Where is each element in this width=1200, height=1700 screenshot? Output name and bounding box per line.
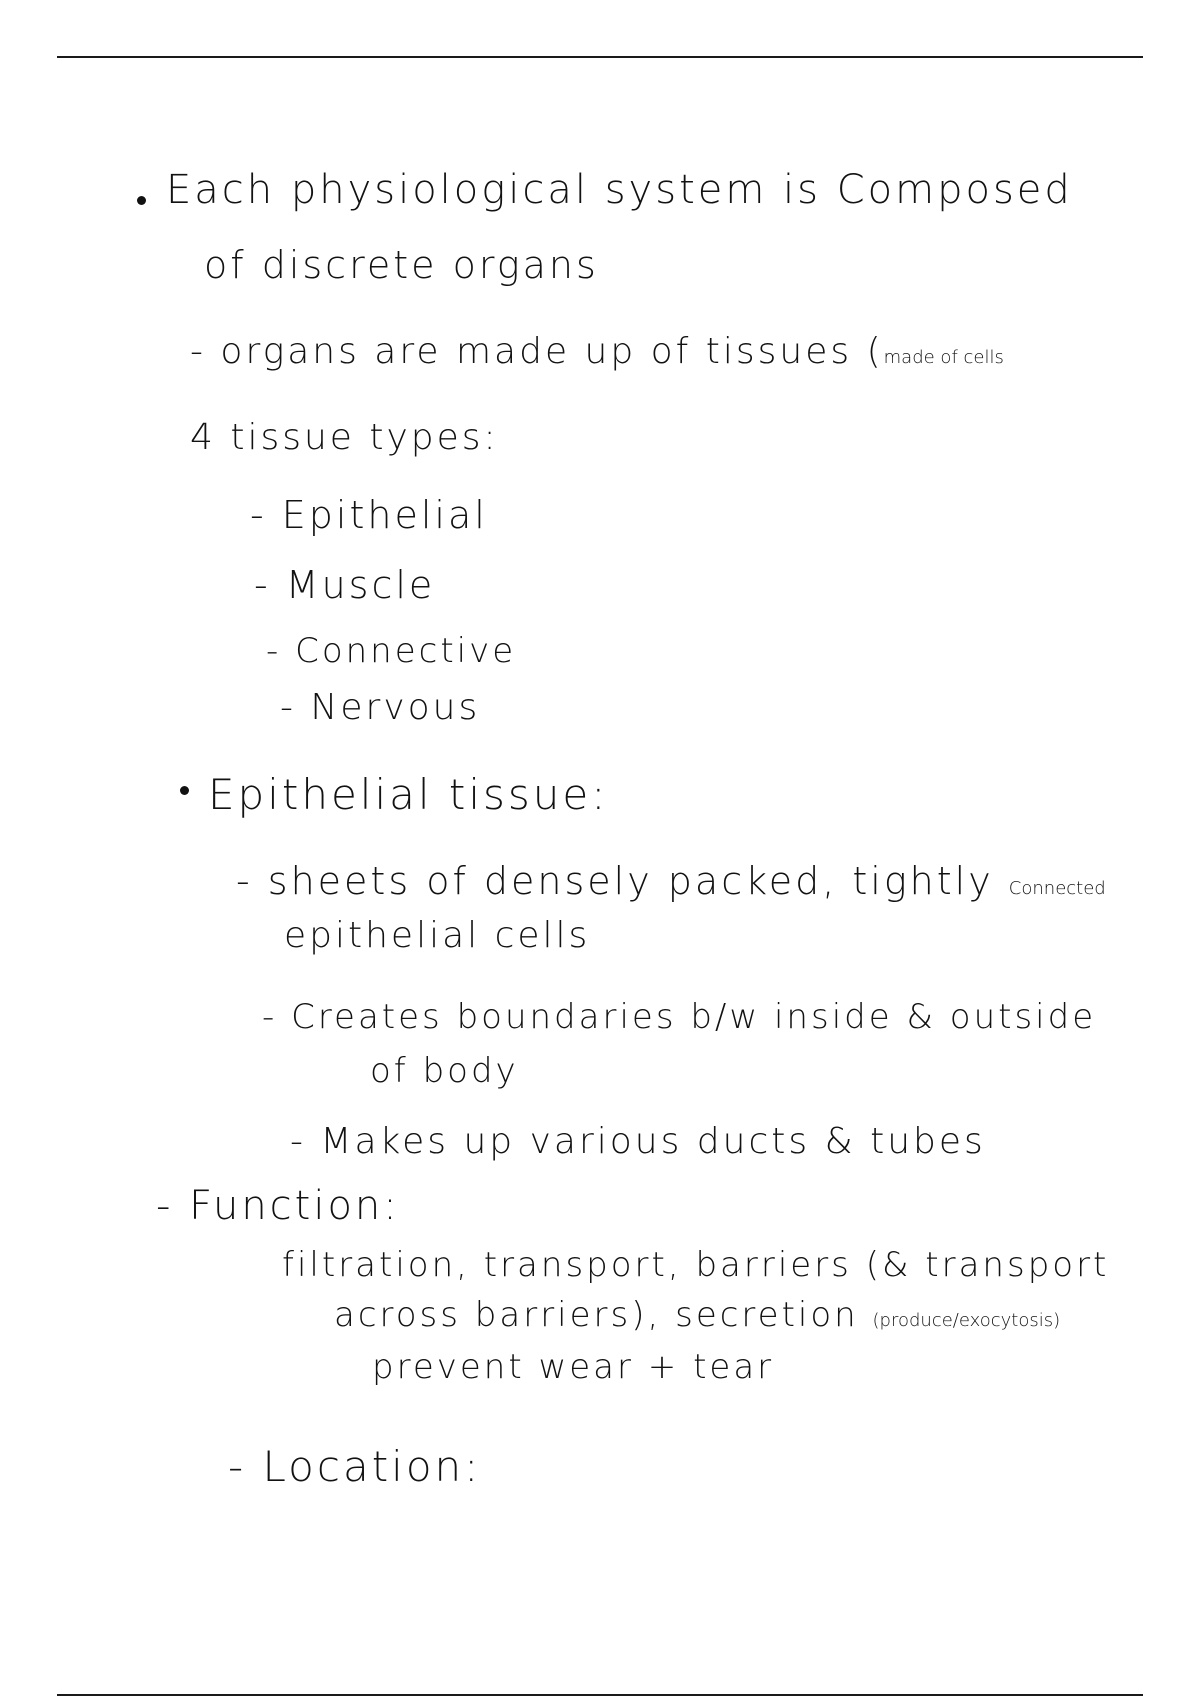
note-text: - organs are made up of tissues ( — [190, 331, 884, 372]
bottom-rule — [57, 1694, 1143, 1696]
note-line: filtration, transport, barriers (& transport — [282, 1245, 1110, 1285]
note-line: - Epithelial — [250, 493, 488, 537]
note-line: - Connective — [266, 631, 517, 671]
note-line: - Makes up various ducts & tubes — [290, 1121, 986, 1162]
note-line: of body — [370, 1051, 519, 1091]
note-line: - Creates boundaries b/w inside & outside — [262, 997, 1097, 1037]
note-small-text: (produce/exocytosis) — [872, 1310, 1061, 1331]
note-line: prevent wear + tear — [372, 1347, 775, 1387]
note-line: - Location: — [228, 1442, 482, 1491]
note-line: - Nervous — [280, 687, 481, 728]
note-line: - Muscle — [254, 563, 436, 607]
note-line: epithelial cells — [284, 915, 591, 956]
note-text: across barriers), secretion — [334, 1295, 859, 1335]
bullet-dot — [137, 196, 146, 205]
note-line: Epithelial tissue: — [208, 770, 609, 819]
note-line: - Function: — [156, 1183, 400, 1229]
note-small-text: made of cells — [883, 347, 1004, 368]
note-text: - sheets of densely packed, tightly — [236, 859, 994, 903]
top-rule — [57, 56, 1143, 58]
note-line — [190, 331, 1004, 372]
bullet-dot — [180, 786, 189, 795]
note-line: of discrete organs — [204, 243, 599, 287]
note-small-text: Connected — [1008, 878, 1106, 899]
note-line: Each physiological system is Composed — [166, 167, 1073, 213]
note-line — [334, 1295, 1061, 1335]
note-line — [236, 859, 1106, 903]
note-line: 4 tissue types: — [190, 417, 499, 458]
